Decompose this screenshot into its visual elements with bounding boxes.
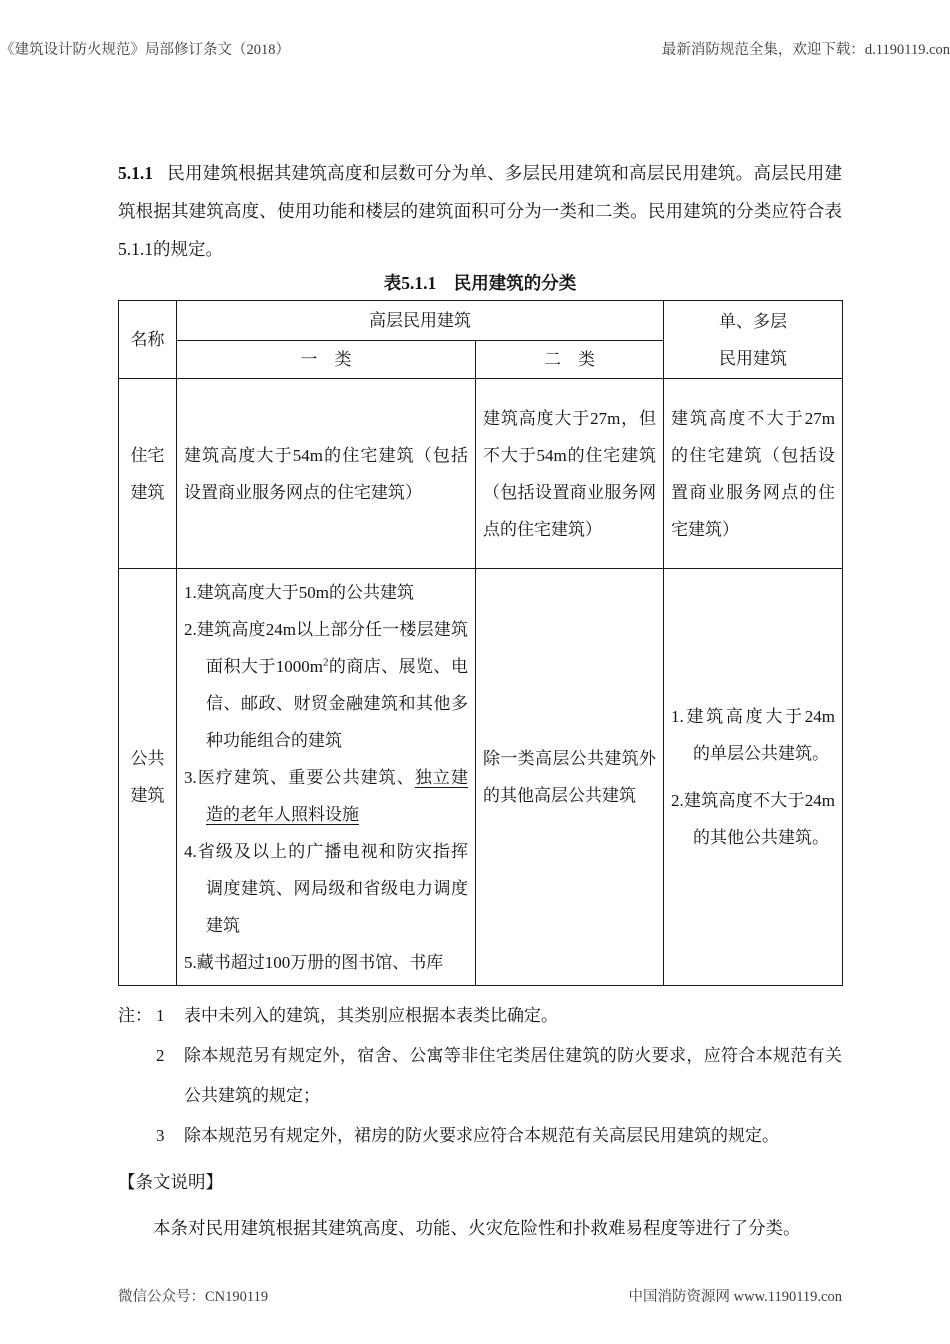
note-1-number: 1 bbox=[156, 1006, 165, 1025]
cell-residential-single-multi: 建筑高度不大于27m 的住宅建筑（包括设置商业服务网点的住宅建筑） bbox=[664, 379, 843, 569]
header-cell-class1: 一 类 bbox=[177, 341, 476, 379]
public-class1-item-4: 4.省级及以上的广播电视和防灾指挥调度建筑、网局级和省级电力调度建筑 bbox=[184, 841, 468, 935]
header-cell-highrise-group: 高层民用建筑 bbox=[177, 301, 664, 341]
table-notes bbox=[118, 996, 842, 1156]
underlined-elderly-care-text: 独立建造的老年人照料设施 bbox=[206, 767, 469, 824]
note-2-text: 除本规范另有规定外，宿舍、公寓等非住宅类居住建筑的防火要求，应符合本规范有关公共建筑的规定； bbox=[184, 1046, 842, 1105]
cell-public-single-multi bbox=[664, 569, 843, 986]
clause-number: 5.1.1 bbox=[118, 163, 153, 183]
header-cell-single-multi bbox=[664, 301, 843, 379]
cell-public-class2: 除一类高层公共建筑外的其他高层公共建筑 bbox=[476, 569, 664, 986]
note-2 bbox=[118, 1036, 842, 1116]
page-content bbox=[118, 154, 842, 1248]
public-class1-item-2: 2.建筑高度24m以上部分任一楼层建筑面积大于$1000m^2$的商店、展览、电信、邮政、财贸金融建筑和其他多种功能组合的建筑 bbox=[184, 619, 468, 750]
note-1 bbox=[118, 996, 842, 1036]
note-3-text: 除本规范另有规定外，裙房的防火要求应符合本规范有关高层民用建筑的规定。 bbox=[184, 1126, 779, 1145]
page-header bbox=[0, 0, 950, 60]
table-row-public bbox=[119, 569, 843, 986]
note-3-number: 3 bbox=[156, 1126, 165, 1145]
header-cell-class2: 二 类 bbox=[476, 341, 664, 379]
table-header-row-1 bbox=[119, 301, 843, 341]
commentary-text: 本条对民用建筑根据其建筑高度、功能、火灾危险性和扑救难易程度等进行了分类。 bbox=[153, 1218, 801, 1238]
header-single-multi-line1: 单、多层 bbox=[719, 311, 787, 331]
cell-residential-class1: 建筑高度大于54m的住宅建筑（包括设置商业服务网点的住宅建筑） bbox=[177, 379, 476, 569]
public-class1-item-3: 3.医疗建筑、重要公共建筑、独立建造的老年人照料设施 bbox=[184, 767, 469, 824]
header-right-text: 最新消防规范全集，欢迎下载：d.1190119.con bbox=[661, 42, 950, 58]
table-title: 表5.1.1 民用建筑的分类 bbox=[383, 273, 577, 293]
clause-paragraph bbox=[118, 154, 842, 268]
notes-label: 注： bbox=[118, 1006, 152, 1025]
footer-left-text: 微信公众号：CN190119 bbox=[118, 1289, 269, 1305]
cell-public-name: 公共建筑 bbox=[119, 569, 177, 986]
commentary-label: 【条文说明】 bbox=[118, 1172, 223, 1192]
header-cell-name: 名称 bbox=[119, 301, 177, 379]
superscript-2: 2 bbox=[322, 655, 329, 668]
note-3 bbox=[118, 1116, 842, 1156]
cell-public-class1 bbox=[177, 569, 476, 986]
clause-text: 民用建筑根据其建筑高度和层数可分为单、多层民用建筑和高层民用建筑。高层民用建筑根据其建筑高度、使用功能和楼层的建筑面积可分为一类和二类。民用建筑的分类应符合表5.1.1的规定。 bbox=[118, 163, 842, 259]
civil-building-classification-table bbox=[118, 300, 843, 986]
note-2-number: 2 bbox=[156, 1046, 165, 1065]
footer-right-text: 中国消防资源网 www.1190119.con bbox=[628, 1289, 842, 1305]
public-class1-item-1: 1.建筑高度大于50m的公共建筑 bbox=[184, 582, 414, 602]
public-single-multi-item-1: 1.建筑高度大于24m 的单层公共建筑。 bbox=[671, 707, 835, 763]
header-single-multi-line2: 民用建筑 bbox=[719, 348, 787, 368]
public-single-multi-item-2: 2.建筑高度不大于24m 的其他公共建筑。 bbox=[671, 791, 835, 847]
page-footer bbox=[118, 1285, 842, 1306]
cell-residential-class2: 建筑高度大于27m，但不大于54m的住宅建筑（包括设置商业服务网点的住宅建筑） bbox=[476, 379, 664, 569]
table-row-residential bbox=[119, 379, 843, 569]
note-1-text: 表中未列入的建筑，其类别应根据本表类比确定。 bbox=[184, 1006, 558, 1025]
public-class1-item-5: 5.藏书超过100万册的图书馆、书库 bbox=[184, 952, 444, 972]
header-left-text: 《建筑设计防火规范》局部修订条文（2018） bbox=[0, 42, 290, 58]
cell-residential-name: 住宅建筑 bbox=[119, 379, 177, 569]
